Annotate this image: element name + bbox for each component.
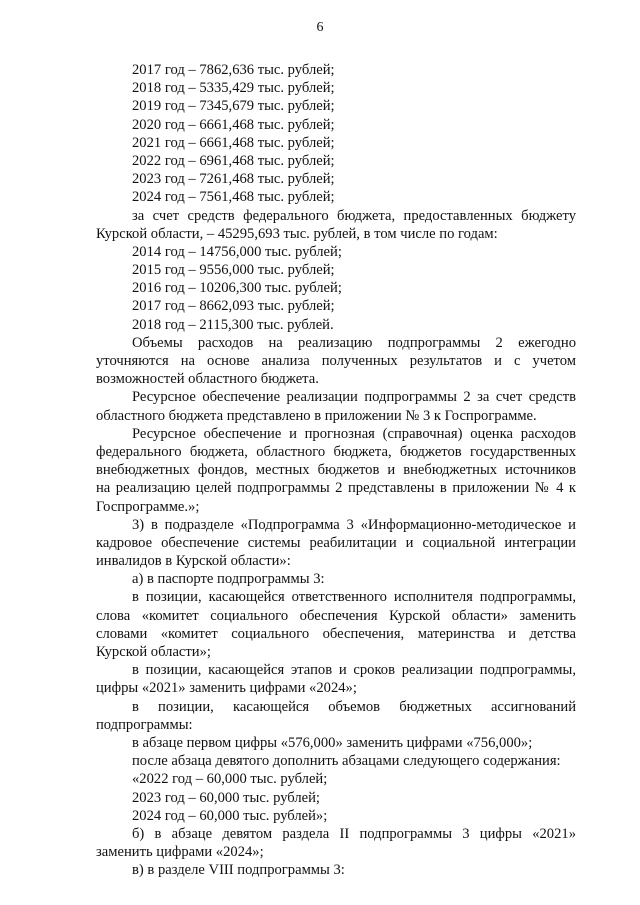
text-line: «2022 год – 60,000 тыс. рублей; — [132, 771, 328, 788]
text-line: внебюджетных фондов, местных бюджетов и внебюджетных источников — [96, 462, 576, 479]
text-line: 2019 год – 7345,679 тыс. рублей; — [132, 98, 335, 115]
text-line: словами «комитет социального обеспечения, материнства и детства — [96, 625, 576, 642]
text-line: на реализацию целей подпрограммы 2 представлены в приложении № 4 к — [96, 480, 576, 497]
page-number: 6 — [316, 20, 324, 35]
text-line: цифры «2021» заменить цифрами «2024»; — [96, 680, 357, 697]
text-line: инвалидов в Курской области»: — [96, 553, 291, 570]
text-line: после абзаца девятого дополнить абзацами следующего содержания: — [132, 753, 561, 770]
text-line: федерального бюджета, областного бюджета, бюджетов государственных — [96, 443, 576, 460]
text-line: Курской области»; — [96, 644, 211, 660]
text-line: 2016 год – 10206,300 тыс. рублей; — [132, 280, 342, 297]
text-line: 2015 год – 9556,000 тыс. рублей; — [132, 262, 335, 279]
text-line: подпрограммы: — [96, 716, 193, 733]
text-line: слова «комитет социального обеспечения Курской области» заменить — [96, 607, 576, 624]
text-line: 2018 год – 2115,300 тыс. рублей. — [132, 316, 334, 333]
text-line: 2017 год – 8662,093 тыс. рублей; — [132, 298, 335, 315]
text-line: 2023 год – 7261,468 тыс. рублей; — [132, 171, 335, 188]
text-line: б) в абзаце девятом раздела II подпрограммы 3 цифры «2021» — [132, 825, 576, 842]
text-line: 2021 год – 6661,468 тыс. рублей; — [132, 134, 335, 151]
text-line: 2014 год – 14756,000 тыс. рублей; — [132, 243, 342, 260]
text-line: в абзаце первом цифры «576,000» заменить цифрами «756,000»; — [132, 734, 533, 751]
text-line: а) в паспорте подпрограммы 3: — [132, 571, 325, 588]
text-line: возможностей областного бюджета. — [96, 371, 319, 388]
text-line: Госпрограмме.»; — [96, 498, 200, 515]
text-line: заменить цифрами «2024»; — [96, 844, 264, 861]
text-line: за счет средств федерального бюджета, предоставленных бюджету — [132, 207, 576, 224]
text-line: 3) в подразделе «Подпрограмма 3 «Информационно-методическое и — [132, 516, 576, 533]
text-line: Ресурсное обеспечение реализации подпрограммы 2 за счет средств — [132, 389, 576, 406]
text-line: 2023 год – 60,000 тыс. рублей; — [132, 789, 320, 806]
text-line: в) в разделе VIII подпрограммы 3: — [132, 862, 345, 879]
text-line: в позиции, касающейся объемов бюджетных ассигнований — [132, 698, 576, 715]
text-line: Курской области, – 45295,693 тыс. рублей, в том числе по годам: — [96, 225, 498, 242]
text-line: в позиции, касающейся этапов и сроков реализации подпрограммы, — [132, 662, 576, 679]
text-line: Ресурсное обеспечение и прогнозная (справочная) оценка расходов — [132, 425, 576, 442]
text-line: 2020 год – 6661,468 тыс. рублей; — [132, 116, 335, 133]
text-line: 2022 год – 6961,468 тыс. рублей; — [132, 152, 335, 169]
text-line: 2024 год – 7561,468 тыс. рублей; — [132, 189, 335, 206]
document-body — [96, 61, 576, 879]
text-line: кадровое обеспечение системы реабилитации и социальной интеграции — [96, 534, 576, 551]
text-line: уточняются на основе анализа полученных результатов и с учетом — [96, 353, 576, 369]
text-line: в позиции, касающейся ответственного исполнителя подпрограммы, — [132, 589, 576, 606]
text-line: 2017 год – 7862,636 тыс. рублей; — [132, 62, 335, 78]
text-line: 2018 год – 5335,429 тыс. рублей; — [132, 80, 335, 97]
text-line: 2024 год – 60,000 тыс. рублей»; — [132, 807, 328, 824]
text-line: областного бюджета представлено в приложении № 3 к Госпрограмме. — [96, 407, 537, 424]
text-line: Объемы расходов на реализацию подпрограммы 2 ежегодно — [132, 334, 576, 351]
